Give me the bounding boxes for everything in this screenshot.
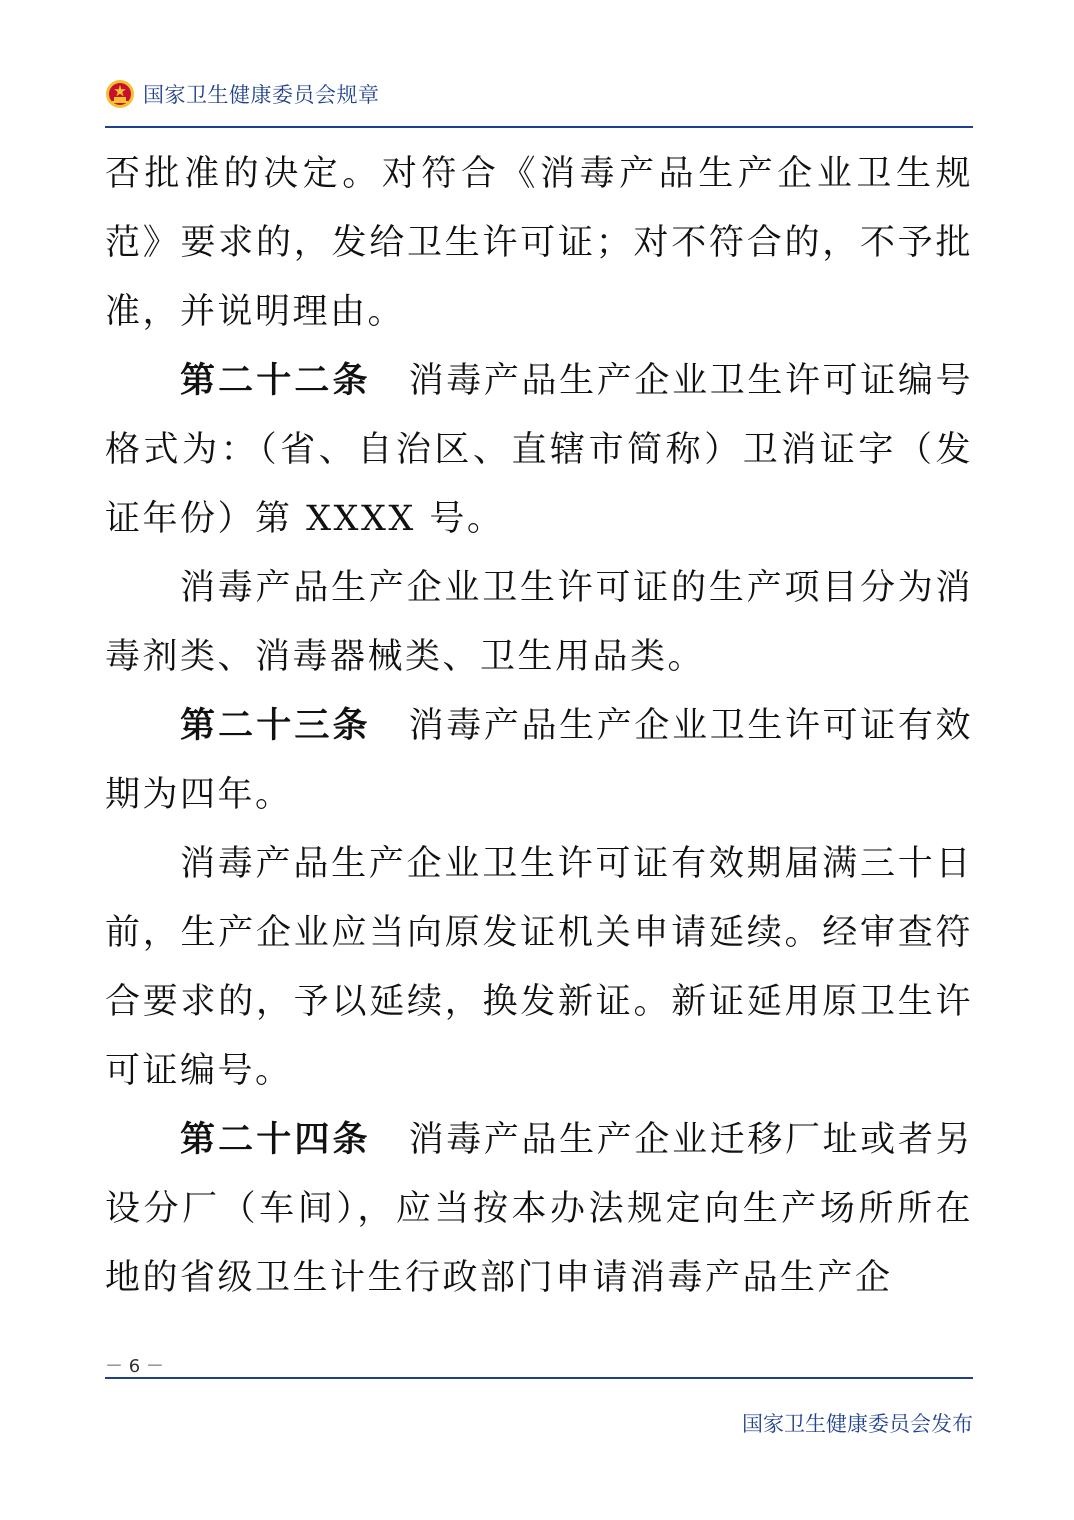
paragraph-text: 消毒产品生产企业迁移厂址或者另设分厂（车间），应当按本办法规定向生产场所所在地的省级卫生计生行政部门申请消毒产品生产企 — [105, 1120, 973, 1298]
paragraph-text: 消毒产品生产企业卫生许可证的生产项目分为消毒剂类、消毒器械类、卫生用品类。 — [105, 568, 973, 677]
paragraph — [105, 347, 973, 554]
paragraph — [105, 692, 973, 830]
header-title: 国家卫生健康委员会规章 — [143, 83, 380, 107]
footer-publisher: 国家卫生健康委员会发布 — [742, 1412, 973, 1436]
article-heading: 第二十四条 — [180, 1120, 371, 1160]
paragraph-text: 否批准的决定。对符合《消毒产品生产企业卫生规范》要求的，发给卫生许可证；对不符合的，不予批准，并说明理由。 — [105, 154, 973, 332]
paragraph — [105, 1106, 973, 1313]
article-heading: 第二十三条 — [180, 706, 371, 746]
page-number: － 6 － — [105, 1356, 164, 1377]
article-heading: 第二十二条 — [180, 361, 371, 401]
paragraph-text: 消毒产品生产企业卫生许可证有效期届满三十日前，生产企业应当向原发证机关申请延续。经审查符合要求的，予以延续，换发新证。新证延用原卫生许可证编号。 — [105, 844, 973, 1091]
paragraph-text: 消毒产品生产企业卫生许可证有效期为四年。 — [105, 706, 973, 815]
footer-divider — [105, 1377, 973, 1379]
paragraph — [105, 830, 973, 1106]
header-divider — [105, 126, 973, 128]
paragraph — [105, 140, 973, 347]
paragraph-text: 消毒产品生产企业卫生许可证编号格式为：（省、自治区、直辖市简称）卫消证字（发证年份）第 XXXX 号。 — [105, 361, 973, 539]
page-header — [105, 74, 380, 114]
paragraph — [105, 554, 973, 692]
national-emblem-icon — [105, 79, 135, 109]
document-body — [105, 140, 973, 1313]
